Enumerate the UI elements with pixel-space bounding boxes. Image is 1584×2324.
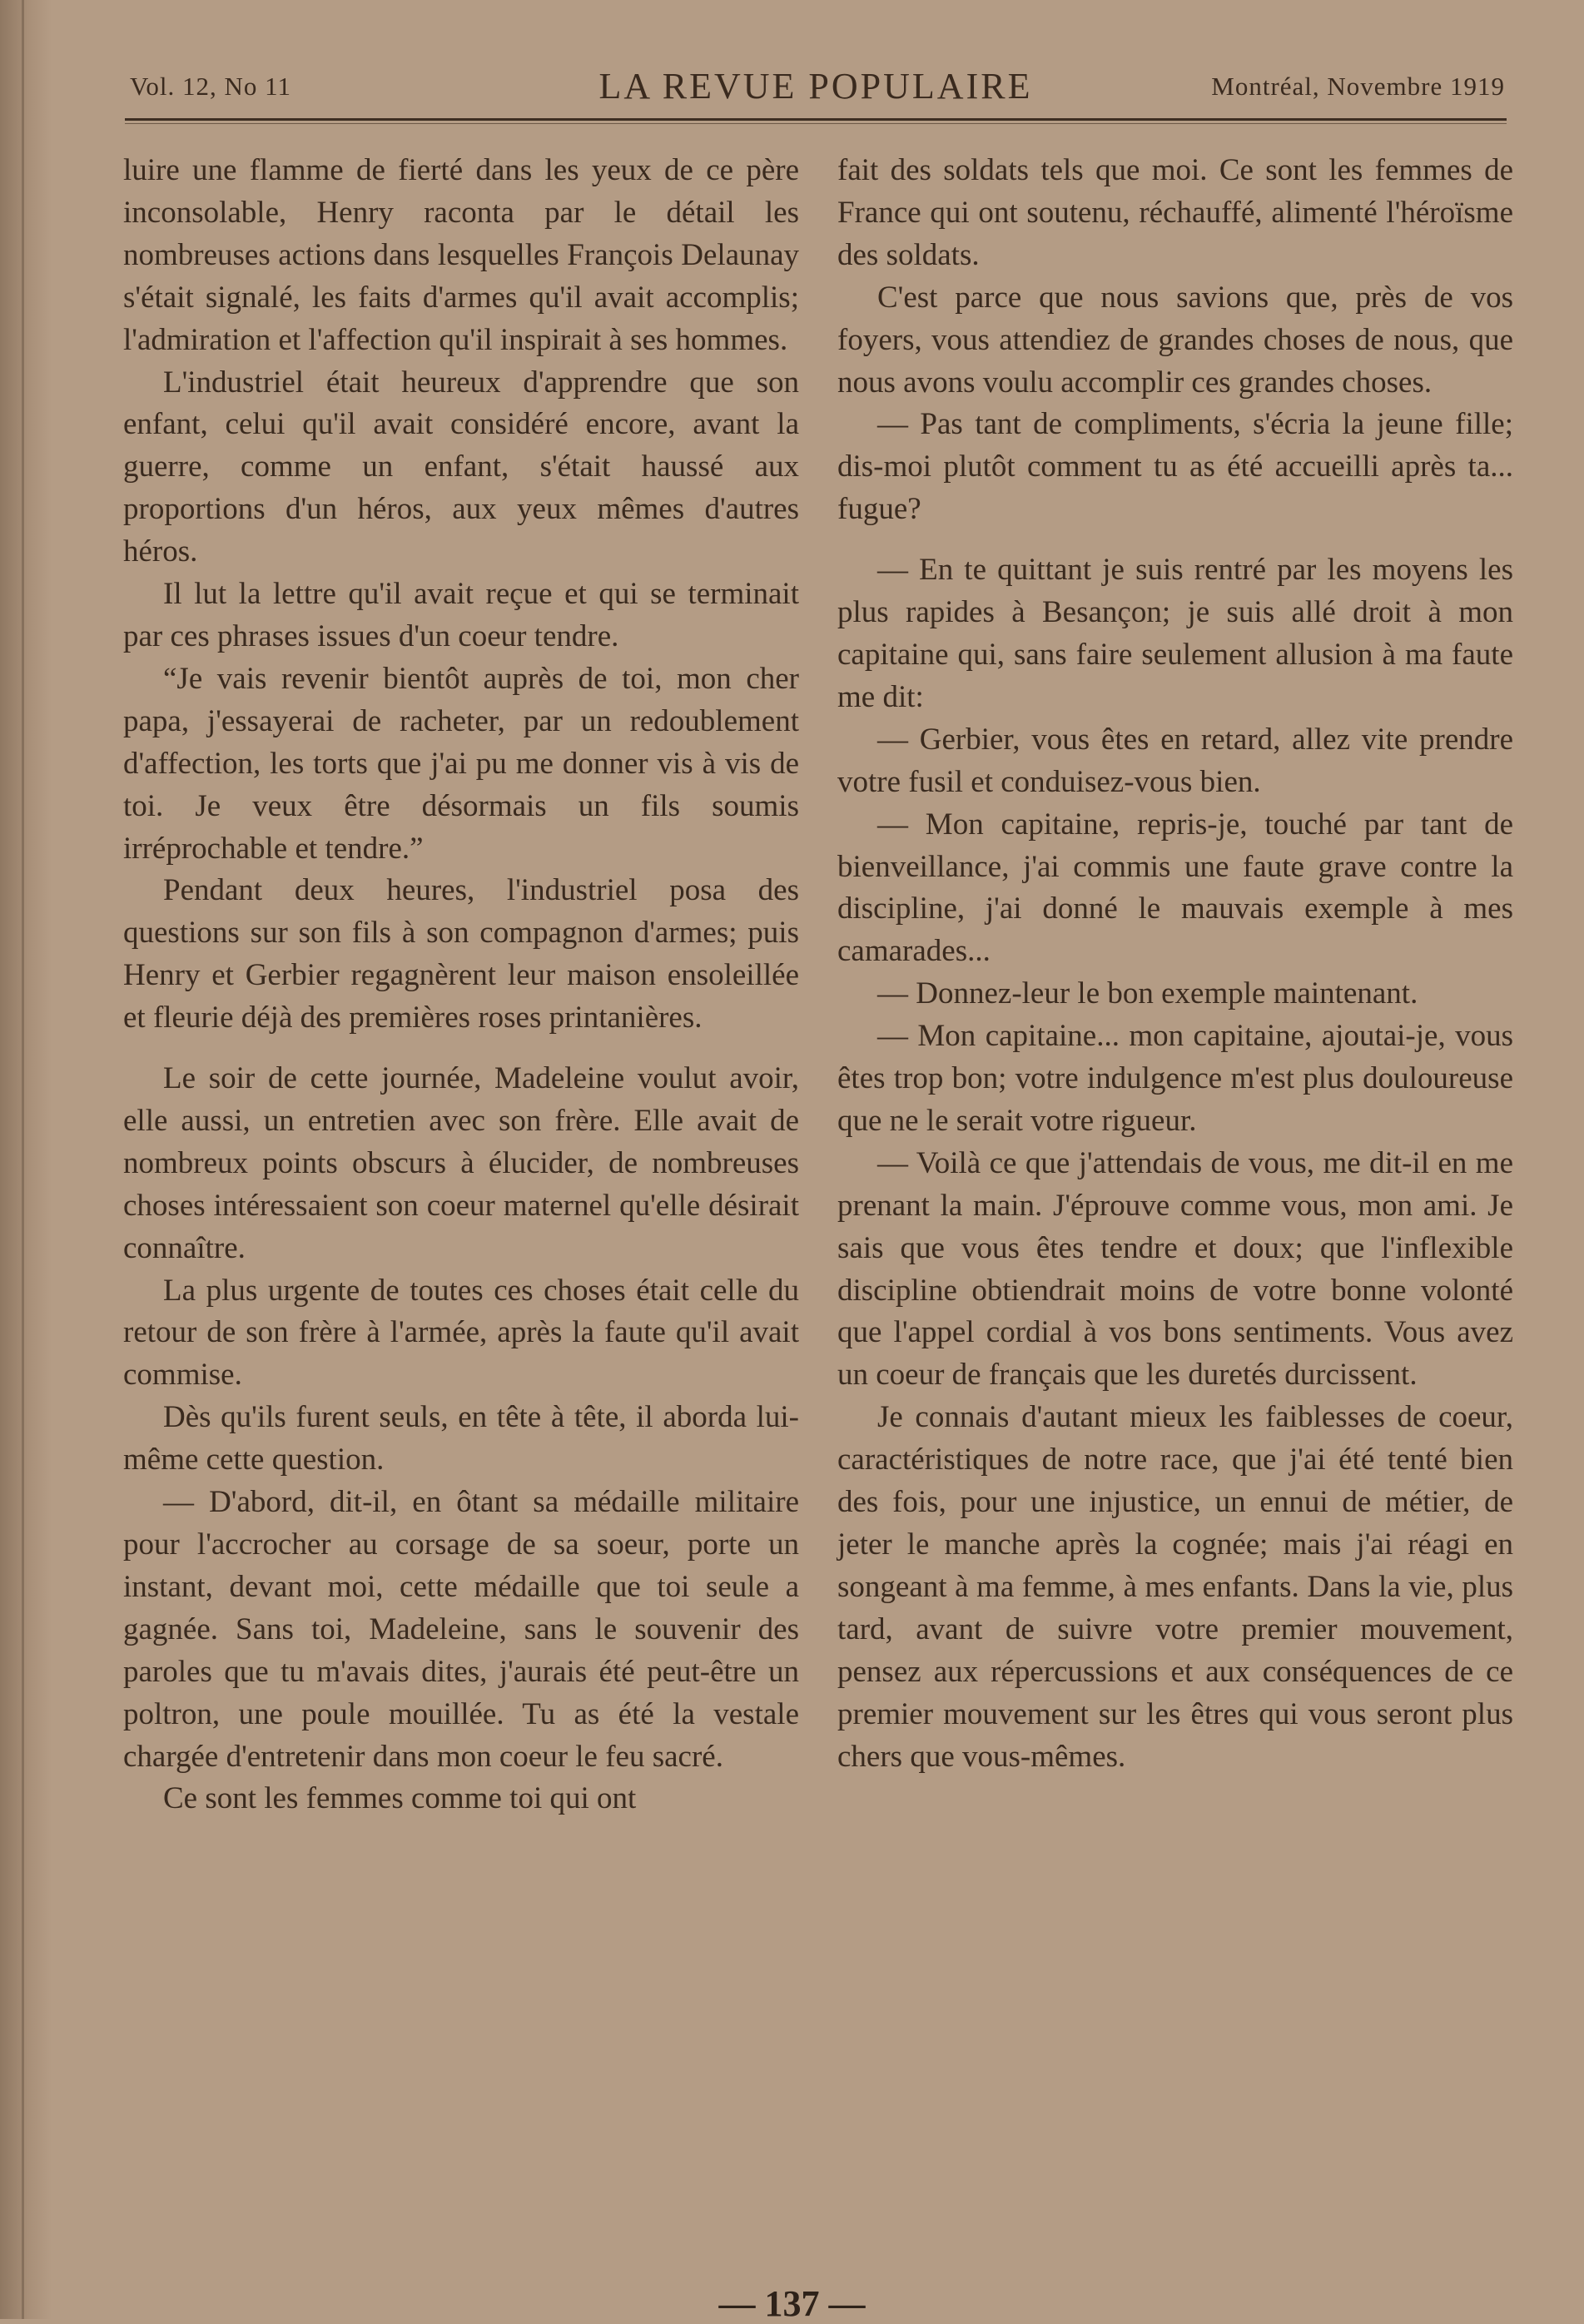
paragraph: Je connais d'autant mieux les faiblesses de coeur, caractéristiques de notre race, que j'ai été tenté bien des fois, pour une injustice, un ennui de métier, de jeter le manche après la cognée; mais j'ai réagi en songeant à ma femme, à mes enfants. Dans la vie, plus tard, avant de suivre votre premier mouvement, pensez aux répercussions et aux conséquences de ce premier mouvement sur les êtres qui vous seront plus chers que vous-mêmes.	[837, 1400, 1513, 1774]
issue-date: Montréal, Novembre 1919	[1211, 72, 1505, 101]
header-rule	[125, 118, 1507, 121]
paragraph: — Gerbier, vous êtes en retard, allez vite prendre votre fusil et conduisez-vous bien.	[837, 722, 1513, 799]
paragraph: — En te quittant je suis rentré par les moyens les plus rapides à Besançon; je suis allé droit à mon capitaine qui, sans faire seulement allusion à ma faute me dit:	[837, 553, 1513, 714]
paragraph: Dès qu'ils furent seuls, en tête à tête, il aborda lui-même cette question.	[123, 1400, 799, 1477]
paragraph: fait des soldats tels que moi. Ce sont les femmes de France qui ont soutenu, réchauffé, alimenté l'héroïsme des soldats.	[837, 153, 1513, 272]
paragraph: — Mon capitaine, repris-je, touché par tant de bienveillance, j'ai commis une faute grave contre la discipline, j'ai donné le mauvais exemple à mes camarades...	[837, 807, 1513, 969]
paragraph: luire une flamme de fierté dans les yeux de ce père inconsolable, Henry raconta par le détail les nombreuses actions dans lesquelles François Delaunay s'était signalé, les faits d'armes qu'il avait accomplis; l'admiration et l'affection qu'il inspirait à ses hommes.	[123, 153, 799, 357]
page-edge	[0, 0, 52, 2319]
volume-issue: Vol. 12, No 11	[130, 72, 291, 101]
paragraph: — Mon capitaine... mon capitaine, ajoutai-je, vous êtes trop bon; votre indulgence m'est plus douloureuse que ne le serait votre rigueur.	[837, 1019, 1513, 1138]
paragraph: — Voilà ce que j'attendais de vous, me dit-il en me prenant la main. J'éprouve comme vous, mon ami. Je sais que vous êtes tendre et doux; que l'inflexible discipline obtiendrait moins de votre bonne volonté que l'appel cordial à vos bons sentiments. Vous avez un coeur de français que les duretés durcissent.	[837, 1145, 1513, 1393]
paragraph: “Je vais revenir bientôt auprès de toi, mon cher papa, j'essayerai de racheter, par un redoublement d'affection, les torts que j'ai pu me donner vis à vis de toi. Je veux être désormais un fils soumis irréprochable et tendre.”	[123, 661, 799, 866]
header-rule-thin	[125, 123, 1507, 124]
paragraph: Le soir de cette journée, Madeleine voulut avoir, elle aussi, un entretien avec son frère. Elle avait de nombreux points obscurs à élucider, de nombreuses choses intéressaient son coeur maternel qu'elle désirait connaître.	[123, 1061, 799, 1265]
page-header	[125, 65, 1507, 115]
paragraph: C'est parce que nous savions que, près de vos foyers, vous attendiez de grandes choses de nous, que nous avons voulu accomplir ces grandes choses.	[837, 280, 1513, 400]
paragraph: — Pas tant de compliments, s'écria la jeune fille; dis-moi plutôt comment tu as été accueilli après ta... fugue?	[837, 407, 1513, 527]
paragraph: Il lut la lettre qu'il avait reçue et qui se terminait par ces phrases issues d'un coeur tendre.	[123, 577, 799, 653]
paragraph: Pendant deux heures, l'industriel posa des questions sur son fils à son compagnon d'armes; puis Henry et Gerbier regagnèrent leur maison ensoleillée et fleurie déjà des premières roses printanières.	[123, 873, 799, 1035]
paragraph: — D'abord, dit-il, en ôtant sa médaille militaire pour l'accrocher au corsage de sa soeur, porte un instant, devant moi, cette médaille que toi seule a gagnée. Sans toi, Madeleine, sans le souvenir des paroles que tu m'avais dites, j'aurais été peut-être un poltron, une poule mouillée. Tu as été la vestale chargée d'entretenir dans mon coeur le feu sacré.	[123, 1485, 799, 1774]
left-column	[123, 150, 799, 1820]
paragraph: La plus urgente de toutes ces choses était celle du retour de son frère à l'armée, après la faute qu'il avait commise.	[123, 1273, 799, 1393]
journal-title: LA REVUE POPULAIRE	[598, 66, 1033, 107]
page-number: — 137 —	[718, 2283, 866, 2324]
paragraph: — Donnez-leur le bon exemple maintenant.	[877, 976, 1418, 1011]
right-column	[837, 150, 1513, 1778]
paragraph: L'industriel était heureux d'apprendre que son enfant, celui qu'il avait considéré encore, avant la guerre, comme un enfant, s'était haussé aux proportions d'un héros, aux yeux mêmes d'autres héros.	[123, 365, 799, 569]
paragraph: Ce sont les femmes comme toi qui ont	[163, 1781, 637, 1816]
